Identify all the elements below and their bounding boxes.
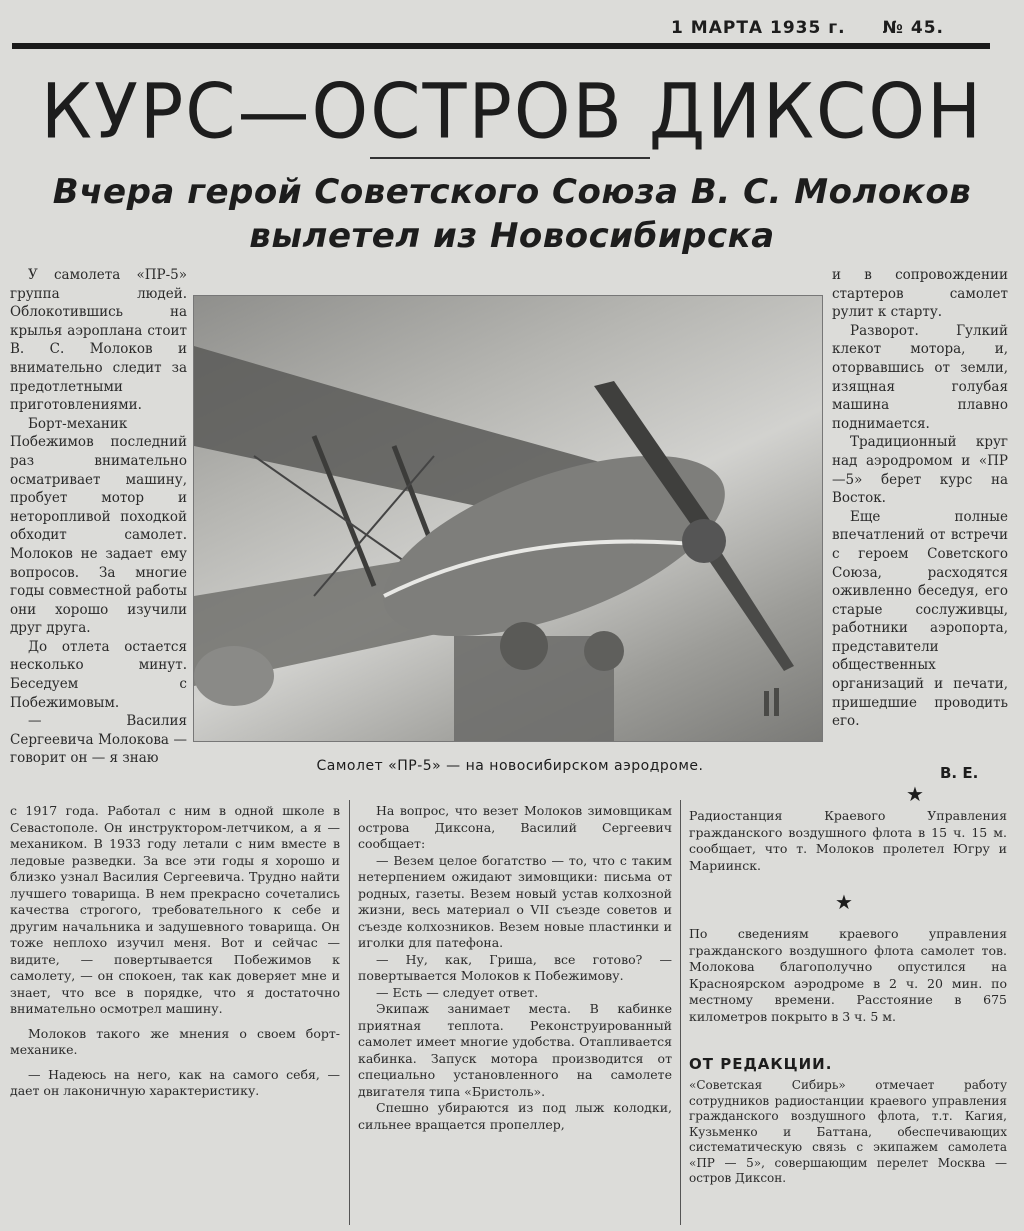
left-paragraph: У самолета «ПР-5» группа людей. Облокотившись на крылья аэроплана стоит В. С. Молоков и внимательно следит за предотлетными приготовлениями.: [10, 267, 187, 414]
headline: КУРС—ОСТРОВ ДИКСОН: [40, 66, 984, 156]
left-paragraph: — Василия Сергеевича Молокова — говорит он — я знаю: [10, 713, 187, 767]
radio-note: Радиостанция Краевого Управления гражданского воздушного флота в 15 ч. 15 м. сообщает, что т. Молоков пролетел Югру и Мариинск.: [689, 808, 1007, 873]
top-rule: [12, 43, 990, 49]
subheadline-line-1: Вчера герой Советского Союза В. С. Молоков: [52, 172, 972, 212]
right-paragraph: Еще полные впечатлений от встречи с героем Советского Союза, расходятся оживленно беседуя, его старые сослуживцы, работники аэропорта, представители общественных организаций и печати, пришедшие проводить его.: [832, 508, 1008, 730]
photo-caption: Самолет «ПР-5» — на новосибирском аэродроме.: [316, 758, 704, 774]
bottom-middle-paragraph: Спешно убираются из под лыж колодки, сильнее вращается пропеллер,: [358, 1100, 672, 1132]
right-paragraph: Традиционный круг над аэродромом и «ПР—5» берет курс на Восток.: [832, 434, 1008, 507]
issue-date: 1 МАРТА 1935 г.: [671, 18, 846, 38]
column-divider: [680, 800, 681, 1225]
bottom-left-paragraph: — Надеюсь на него, как на самого себя, — дает он лаконичную характеристику.: [10, 1066, 340, 1098]
star-icon: ★: [835, 890, 853, 914]
left-paragraph: Борт-механик Побежимов последний раз внимательно осматривает машину, пробует мотор и неторопливой походкой обходит самолет. Молоков не задает ему вопросов. За многие годы совместной работы они хорошо изучили друг друга.: [10, 415, 187, 637]
airplane-illustration: [194, 296, 822, 741]
right-paragraph: и в сопровождении стартеров самолет рулит к старту.: [832, 267, 1008, 321]
masthead-date: [671, 18, 944, 38]
bottom-left-column: [10, 803, 340, 1100]
bottom-middle-paragraph: На вопрос, что везет Молоков зимовщикам острова Диксона, Василий Сергеевич сообщает:: [358, 803, 672, 851]
left-column: [10, 266, 187, 768]
left-paragraph: До отлета остается несколько минут. Беседуем с Побежимовым.: [10, 638, 187, 711]
author-signature: В. Е.: [940, 764, 979, 782]
bottom-middle-paragraph: — Есть — следует ответ.: [376, 984, 539, 1000]
editorial-text: «Советская Сибирь» отмечает работу сотрудников радиостанции краевого управления гражданского воздушного флота, т.т. Кагия, Кузьменко и Баттана, обеспечивающих систематическую связь с экипажем самолета «ПР — 5», совершающим перелет Москва — остров Диксон.: [689, 1078, 1007, 1185]
star-icon: ★: [906, 782, 924, 806]
bottom-middle-paragraph: — Ну, как, Гриша, все готово? — повертывается Молоков к Побежимову.: [358, 951, 672, 983]
airplane-photo: [193, 295, 823, 742]
headline-divider: [370, 157, 650, 159]
subheadline: [20, 170, 1004, 258]
bottom-middle-column: [358, 803, 672, 1133]
subheadline-line-2: вылетел из Новосибирска: [249, 216, 775, 256]
bottom-middle-paragraph: Экипаж занимает места. В кабинке приятная теплота. Реконструированный самолет имеет многие удобства. Отапливается кабинка. Запуск мотора производится от специально установленного на самолете двигателя типа «Бристоль».: [358, 1001, 672, 1099]
right-paragraph: Разворот. Гулкий клекот мотора, и, оторвавшись от земли, изящная голубая машина плавно поднимается.: [832, 322, 1008, 432]
right-column: [832, 266, 1008, 731]
editorial-heading: ОТ РЕДАКЦИИ.: [689, 1055, 833, 1073]
bottom-left-paragraph: с 1917 года. Работал с ним в одной школе в Севастополе. Он инструктором-летчиком, а я — механиком. В 1933 году летали с ним вместе в ледовые разведки. За все эти годы я хорошо и близко узнал Василия Сергеевича. Трудно найти лучшего товарища. В нем прекрасно сочетались качества строгого, требовательного к себе и другим начальника и задушевного товарища. Он тоже неплохо изучил меня. Вот и сейчас — видите, — повертывается Побежимов к самолету, — он спокоен, так как доверяет мне и знает, что все в порядке, что я достаточно внимательно осмотрел машину.: [10, 803, 340, 1016]
bottom-left-paragraph: Молоков такого же мнения о своем борт-механике.: [10, 1025, 340, 1057]
column-divider: [349, 800, 350, 1225]
landing-note: По сведениям краевого управления гражданского воздушного флота самолет тов. Молокова благополучно опустился на Красноярском аэродроме в 2 ч. 20 мин. по местному времени. Расстояние в 675 километров покрыто в 3 ч. 5 м.: [689, 926, 1007, 1024]
issue-number: № 45.: [882, 18, 944, 38]
bottom-middle-paragraph: — Везем целое богатство — то, что с таким нетерпением ожидают зимовщики: письма от родных, газеты. Везем новый устав колхозной жизни, весь материал о VII съезде советов и съезде колхозников. Везем новые пластинки и иголки для патефона.: [358, 852, 672, 950]
